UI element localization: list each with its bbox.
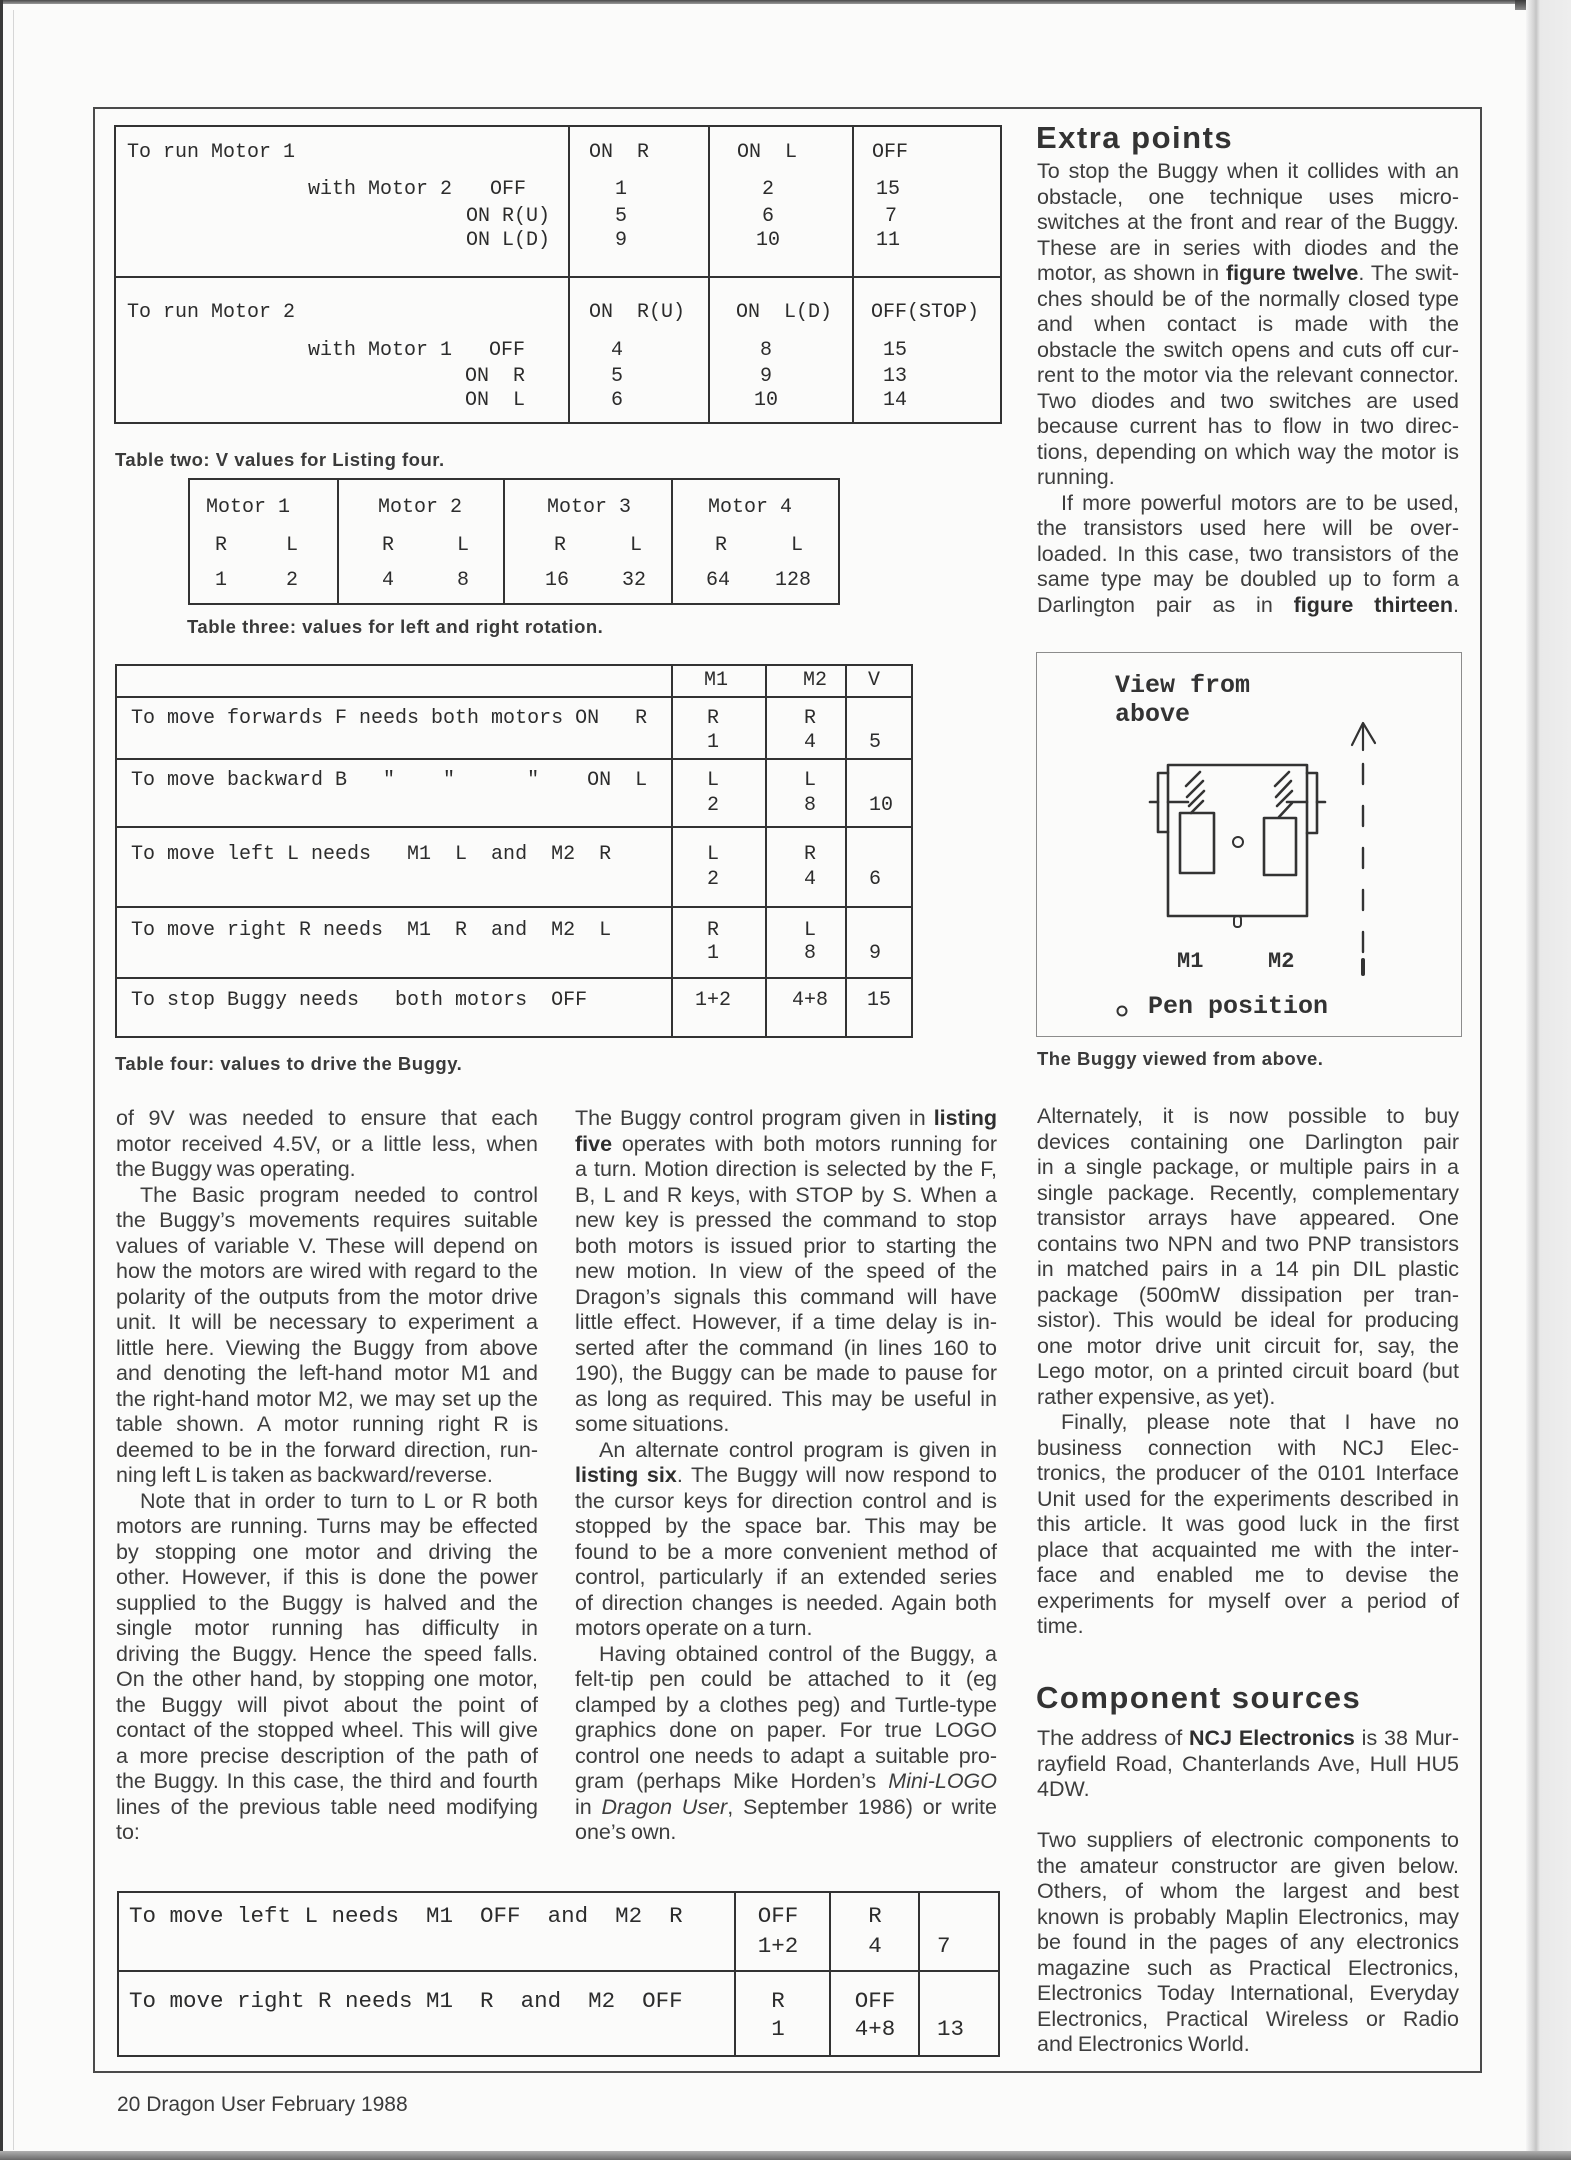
table-cell: 8 — [457, 568, 470, 592]
table-cell: 9 — [614, 228, 627, 252]
text-run: gram (perhaps Mike Horden’s — [575, 1769, 889, 1793]
motor-m2-label: M2 — [1268, 949, 1295, 974]
table-divider — [918, 1893, 920, 2055]
body-text-line: Electronics, Practical Wireless or Radio — [1037, 2006, 1459, 2031]
page-edge-left — [0, 0, 3, 2160]
text-run: is 38 Mur- — [1354, 1726, 1459, 1750]
table-cell: 14 — [882, 388, 907, 412]
body-text-line: loaded. In this case, two transistors of the — [1037, 541, 1459, 566]
v-value: 13 — [937, 2016, 965, 2043]
direction-label: R — [715, 533, 728, 557]
column-2-text — [575, 1106, 997, 1846]
body-text-line: the transistors used here will be over- — [1037, 516, 1459, 540]
body-text-line: Dragon’s signals this command will have — [575, 1284, 997, 1309]
table-three-caption: Table three: values for left and right rotation. — [187, 616, 604, 637]
text-run: , September 1986) or write — [727, 1794, 997, 1819]
table-cell: 16 — [545, 568, 570, 592]
row-description: To move right R needs M1 R and M2 OFF — [129, 1988, 683, 2015]
m1-value: 2 — [706, 793, 719, 817]
motor-m1-label: M1 — [1177, 949, 1204, 974]
figure-caption: The Buggy viewed from above. — [1037, 1048, 1324, 1069]
m2-value: 4 — [803, 730, 816, 754]
body-text-line: in a single package, or multiple pairs in a — [1037, 1155, 1459, 1179]
text-run: in — [575, 1794, 602, 1819]
page-edge-left-faint — [13, 10, 14, 2150]
body-text-line: the right-hand motor M2, we may set up the — [116, 1386, 538, 1411]
table-divider — [708, 127, 710, 422]
section-title: To run Motor 2 — [127, 300, 296, 324]
v-value: 5 — [869, 730, 882, 754]
m1-direction: R — [706, 706, 719, 730]
table-four — [115, 664, 913, 1038]
table-divider — [117, 758, 911, 760]
pen-position-legend: Pen position — [1148, 992, 1329, 1021]
body-text-line: Having obtained control of the Buggy, a — [599, 1641, 997, 1666]
v-value: 9 — [869, 941, 882, 965]
table-divider — [119, 1970, 998, 1972]
m1-direction: R — [771, 1988, 785, 2015]
body-text-line: a more precise description of the path of — [116, 1743, 538, 1768]
row-description: To stop Buggy needs both motors OFF — [131, 988, 588, 1012]
body-text-line: business connection with NCJ Elec- — [1037, 1435, 1459, 1460]
body-text-line: tions, depending on which way the motor is — [1037, 439, 1459, 464]
table-cell: 10 — [753, 388, 778, 412]
m2-direction: R — [803, 842, 816, 866]
body-text-line: face and enabled me to devise the — [1037, 1563, 1459, 1587]
m1-value: 1 — [706, 730, 719, 754]
table-cell: 15 — [882, 338, 907, 362]
body-text-line — [1037, 261, 1459, 287]
column-header: ON L — [737, 140, 798, 164]
m1-state: OFF — [757, 1903, 799, 1930]
component-sources-heading: Component sources — [1036, 1680, 1362, 1715]
body-text-line — [575, 1463, 997, 1489]
row-state: OFF — [489, 338, 526, 362]
m2-direction: L — [803, 918, 816, 942]
body-text-line: stopped by the space bar. This may be — [575, 1514, 997, 1538]
modified-turn-table — [117, 1891, 1000, 2057]
row-description: To move forwards F needs both motors ON R — [131, 706, 648, 730]
body-text-line — [575, 1769, 997, 1795]
m1-direction: L — [706, 842, 719, 866]
text-run: The address of — [1037, 1726, 1190, 1750]
body-text-line: tronics, the producer of the 0101 Interface — [1037, 1461, 1459, 1485]
body-text-line: Two suppliers of electronic components to — [1037, 1828, 1459, 1852]
table-cell: 1 — [614, 177, 627, 201]
body-text-line: If more powerful motors are to be used, — [1061, 490, 1459, 515]
table-divider — [852, 127, 854, 422]
column-3-text — [1037, 1104, 1459, 1640]
figure-title-line1: View from — [1115, 671, 1251, 700]
body-text-line: ning left L is taken as backward/reverse. — [116, 1463, 493, 1487]
buggy-figure — [1036, 652, 1462, 1037]
body-text-line — [575, 1132, 997, 1158]
body-text-line: the cursor keys for direction control and is — [575, 1488, 997, 1513]
m2-value: 4+8 — [854, 2016, 896, 2043]
body-text-line: felt-tip pen could be attached to it (eg — [575, 1667, 997, 1691]
listing-reference: five — [575, 1131, 613, 1156]
m2-value: 4+8 — [791, 988, 828, 1012]
motor-name: Motor 4 — [708, 495, 793, 519]
text-run: Darlington pair as in — [1037, 592, 1294, 617]
program-title: Mini-LOGO — [888, 1769, 997, 1793]
table-four-caption: Table four: values to drive the Buggy. — [115, 1053, 463, 1074]
v-value: 10 — [869, 793, 894, 817]
body-text-line: by stopping one motor and driving the — [116, 1539, 538, 1564]
table-cell: 128 — [775, 568, 812, 592]
body-text-line: same type may be doubled up to form a — [1037, 567, 1459, 591]
table-cell: 5 — [614, 204, 627, 228]
text-run: . The Buggy will now respond to — [676, 1463, 998, 1487]
component-sources-suppliers — [1037, 1828, 1459, 2058]
company-name: NCJ Electronics — [1189, 1726, 1355, 1750]
text-run: . — [1453, 592, 1460, 617]
table-divider — [117, 977, 911, 979]
motor-name: Motor 3 — [547, 495, 632, 519]
page-edge-top — [0, 0, 1571, 4]
figure-reference: figure thirteen — [1293, 592, 1454, 617]
table-divider — [117, 906, 911, 908]
m1-direction: R — [706, 918, 719, 942]
body-text-line: one’s own. — [575, 1820, 677, 1844]
body-text-line: as long as required. This may be useful in — [575, 1386, 997, 1411]
table-cell: 11 — [875, 228, 900, 252]
row-label: with Motor 2 — [308, 177, 453, 201]
v-value: 7 — [937, 1933, 951, 1960]
body-text-line: deemed to be in the forward direction, run- — [116, 1437, 538, 1462]
figure-reference: figure twelve — [1225, 261, 1359, 285]
body-text-line: Unit used for the experiments described in — [1037, 1486, 1459, 1511]
direction-label: L — [457, 533, 470, 557]
body-text-line: motor received 4.5V, or a little less, when — [116, 1131, 538, 1156]
body-text-line: this article. It was good luck in the first — [1037, 1512, 1459, 1536]
column-header: OFF — [872, 140, 909, 164]
direction-label: L — [286, 533, 299, 557]
m1-value: 2 — [706, 867, 719, 891]
body-text-line: 4DW. — [1037, 1777, 1090, 1801]
table-cell: 32 — [622, 568, 647, 592]
table-cell: 6 — [761, 204, 774, 228]
body-text-line: ches should be of the normally closed type — [1037, 286, 1459, 311]
column-header: ON R(U) — [589, 300, 686, 324]
body-text-line: single motor running has difficulty in — [116, 1616, 538, 1640]
m1-value: 1 — [706, 941, 719, 965]
row-description: To move backward B " " " ON L — [131, 768, 648, 792]
direction-label: L — [630, 533, 643, 557]
body-text-line: other. However, if this is done the power — [116, 1565, 538, 1589]
table-cell: 7 — [884, 204, 897, 228]
magazine-title: Dragon User — [601, 1794, 728, 1819]
body-text-line: a turn. Motion direction is selected by the F, — [575, 1157, 997, 1181]
table-cell: 4 — [610, 338, 623, 362]
body-text-line: obstacle, one technique uses micro- — [1037, 184, 1459, 209]
row-description: To move left L needs M1 OFF and M2 R — [129, 1903, 683, 1930]
column-header-m1: M1 — [703, 668, 728, 692]
extra-points-text — [1037, 159, 1459, 618]
body-text-line: in matched pairs in a 14 pin DIL plastic — [1037, 1257, 1459, 1281]
table-cell: 64 — [706, 568, 731, 592]
row-state: OFF — [490, 177, 527, 201]
column-header: OFF(STOP) — [871, 300, 980, 324]
text-run: The Buggy control program given in — [575, 1106, 934, 1130]
body-text-line: To stop the Buggy when it collides with an — [1037, 159, 1459, 183]
body-text-line: package (500mW dissipation per tran- — [1037, 1282, 1459, 1307]
table-divider — [337, 480, 339, 603]
body-text-line: rent to the motor via the relevant connector. — [1037, 363, 1459, 387]
table-cell: 15 — [875, 177, 900, 201]
table-cell: 10 — [755, 228, 780, 252]
body-text-line: magazine such as Practical Electronics, — [1037, 1955, 1459, 1980]
body-text-line: and when contact is made with the — [1037, 312, 1459, 336]
m1-direction: L — [706, 768, 719, 792]
body-text-line: how the motors are wired with regard to the — [116, 1259, 538, 1283]
row-state: ON L — [465, 388, 526, 412]
body-text-line: and denoting the left-hand motor M1 and — [116, 1361, 538, 1385]
body-text-line — [1037, 1726, 1459, 1752]
table-divider — [568, 127, 570, 422]
table-divider — [829, 1893, 831, 2055]
body-text-line: B, L and R keys, with STOP by S. When a — [575, 1182, 997, 1207]
body-text-line: On the other hand, by stopping one motor, — [116, 1667, 538, 1691]
body-text-line: values of variable V. These will depend on — [116, 1233, 538, 1258]
table-cell: 13 — [882, 364, 907, 388]
table-cell: 1 — [215, 568, 228, 592]
body-text-line: new key is pressed the command to stop — [575, 1208, 997, 1232]
body-text-line — [575, 1106, 997, 1132]
table-three — [188, 478, 840, 605]
component-sources-address — [1037, 1726, 1459, 1803]
direction-label: R — [554, 533, 567, 557]
figure-title-line2: above — [1115, 700, 1191, 729]
direction-label: R — [382, 533, 395, 557]
body-text-line: An alternate control program is given in — [599, 1437, 997, 1462]
body-text-line: Alternately, it is now possible to buy — [1037, 1104, 1459, 1128]
page-footer: 20 Dragon User February 1988 — [117, 2093, 408, 2116]
body-text-line: the Buggy was operating. — [116, 1157, 356, 1181]
body-text-line: table shown. A motor running right R is — [116, 1412, 538, 1436]
table-divider — [503, 480, 505, 603]
body-text-line: little effect. However, if a time delay is in- — [575, 1310, 997, 1334]
body-text-line: serted after the command (in lines 160 to — [575, 1335, 997, 1360]
body-text-line: control, particularly if an extended series — [575, 1565, 997, 1589]
body-text-line: place that acquainted me with the inter- — [1037, 1537, 1459, 1562]
row-state: ON L(D) — [466, 228, 551, 252]
body-text-line: the Buggy. In this case, the third and fourth — [116, 1769, 538, 1793]
column-header: ON L(D) — [736, 300, 833, 324]
table-two — [114, 125, 1002, 424]
m2-direction: R — [803, 706, 816, 730]
body-text-line: new motion. In view of the speed of the — [575, 1259, 997, 1283]
body-text-line: motors are running. Turns may be effected — [116, 1514, 538, 1538]
body-text-line: polarity of the outputs from the motor drive — [116, 1284, 538, 1309]
body-text-line: one motor drive unit circuit for, say, the — [1037, 1333, 1459, 1358]
table-cell: 5 — [610, 364, 623, 388]
body-text-line: Finally, please note that I have no — [1061, 1410, 1459, 1434]
row-state: ON R — [465, 364, 526, 388]
body-text-line: the Buggy’s movements requires suitable — [116, 1208, 538, 1232]
table-cell: 8 — [759, 338, 772, 362]
section-title: To run Motor 1 — [127, 140, 296, 164]
m2-state: OFF — [854, 1988, 896, 2015]
body-text-line: Note that in order to turn to L or R both — [140, 1488, 538, 1513]
m1-value: 1+2 — [694, 988, 731, 1012]
m1-value: 1 — [771, 2016, 785, 2043]
m2-direction: L — [803, 768, 816, 792]
body-text-line: because current has to flow in two direc- — [1037, 414, 1459, 438]
body-text-line: supplied to the Buggy is halved and the — [116, 1590, 538, 1615]
body-text-line: and Electronics World. — [1037, 2032, 1250, 2056]
body-text-line: clamped by a clothes peg) and Turtle-type — [575, 1692, 997, 1717]
table-cell: 2 — [761, 177, 774, 201]
m2-value: 4 — [803, 867, 816, 891]
table-two-caption: Table two: V values for Listing four. — [115, 449, 445, 470]
direction-label: L — [791, 533, 804, 557]
body-text-line: running. — [1037, 465, 1115, 489]
body-text-line: control one needs to adapt a suitable pro- — [575, 1743, 997, 1768]
text-run: . The swit- — [1358, 261, 1459, 285]
body-text-line: known is probably Maplin Electronics, may — [1037, 1904, 1459, 1929]
body-text-line: the Buggy will pivot about the point of — [116, 1692, 538, 1717]
body-text-line: of 9V was needed to ensure that each — [116, 1106, 538, 1130]
table-divider — [671, 480, 673, 603]
body-text-line: contact of the stopped wheel. This will give — [116, 1718, 538, 1742]
body-text-line: experiments for myself over a period of — [1037, 1588, 1459, 1613]
page-edge-bottom — [0, 2151, 1571, 2160]
body-text-line: rather expensive, as yet). — [1037, 1384, 1276, 1409]
text-run: motor, as shown in — [1037, 261, 1226, 285]
column-header-m2: M2 — [802, 668, 827, 692]
row-label: with Motor 1 — [308, 338, 453, 362]
body-text-line: to: — [116, 1820, 140, 1844]
body-text-line: lines of the previous table need modifying — [116, 1794, 538, 1819]
body-text-line: some situations. — [575, 1412, 730, 1436]
v-value: 6 — [869, 867, 882, 891]
body-text-line: The Basic program needed to control — [140, 1182, 538, 1207]
body-text-line: obstacle the switch opens and cuts off cur- — [1037, 337, 1459, 362]
listing-reference: listing — [933, 1106, 997, 1130]
text-run: operates with both motors running for — [612, 1131, 997, 1156]
body-text-line: time. — [1037, 1614, 1084, 1638]
table-divider — [117, 696, 911, 698]
m1-value: 1+2 — [757, 1933, 799, 1960]
m2-direction: R — [868, 1903, 882, 1930]
motor-name: Motor 2 — [378, 495, 463, 519]
body-text-line: motors operate on a turn. — [575, 1616, 813, 1640]
body-text-line: 190), the Buggy can be made to pause for — [575, 1361, 997, 1385]
body-text-line: be found in the pages of any electronics — [1037, 1930, 1459, 1954]
body-text-line: sistor). This would be ideal for producing — [1037, 1308, 1459, 1332]
direction-label: R — [215, 533, 228, 557]
table-cell: 2 — [286, 568, 299, 592]
body-text-line: single package. Recently, complementary — [1037, 1180, 1459, 1205]
table-divider — [734, 1893, 736, 2055]
body-text-line: Electronics Today International, Everyday — [1037, 1981, 1459, 2005]
body-text-line: Others, of whom the largest and best — [1037, 1879, 1459, 1903]
body-text-line: Two diodes and two switches are used — [1037, 388, 1459, 413]
table-divider — [765, 666, 767, 1036]
column-header-v: V — [868, 668, 881, 692]
m2-value: 8 — [803, 941, 816, 965]
table-cell: 4 — [382, 568, 395, 592]
page-edge-right-shadow — [1526, 0, 1571, 2160]
body-text-line: found to be a more convenient method of — [575, 1539, 997, 1564]
buggy-diagram-icon — [1036, 652, 1462, 1037]
body-text-line: These are in series with diodes and the — [1037, 235, 1459, 260]
body-text-line: of direction changes is needed. Again both — [575, 1590, 997, 1615]
row-description: To move right R needs M1 R and M2 L — [131, 918, 612, 942]
body-text-line: little here. Viewing the Buggy from above — [116, 1335, 538, 1360]
body-text-line: both motors is issued prior to starting the — [575, 1233, 997, 1258]
body-text-line: switches at the front and rear of the Buggy. — [1037, 210, 1459, 234]
table-divider — [117, 826, 911, 828]
table-cell: 6 — [610, 388, 623, 412]
table-divider — [845, 666, 847, 1036]
extra-points-heading: Extra points — [1036, 120, 1234, 155]
v-value: 15 — [867, 988, 892, 1012]
m2-value: 8 — [803, 793, 816, 817]
listing-reference: listing six — [575, 1463, 677, 1487]
m2-value: 4 — [868, 1933, 882, 1960]
body-text-line: devices containing one Darlington pair — [1037, 1129, 1459, 1154]
body-text-line: transistor arrays have appeared. One — [1037, 1206, 1459, 1230]
column-1-text — [116, 1106, 538, 1846]
row-state: ON R(U) — [466, 204, 551, 228]
motor-name: Motor 1 — [206, 495, 291, 519]
body-text-line: the amateur constructor are given below. — [1037, 1853, 1459, 1878]
row-description: To move left L needs M1 L and M2 R — [131, 842, 612, 866]
body-text-line: graphics done on paper. For true LOGO — [575, 1718, 997, 1742]
table-cell: 9 — [759, 364, 772, 388]
body-text-line — [1037, 593, 1459, 619]
body-text-line: driving the Buggy. Hence the speed falls. — [116, 1641, 538, 1666]
table-divider — [671, 666, 673, 1036]
body-text-line: Lego motor, on a printed circuit board (but — [1037, 1359, 1459, 1383]
body-text-line: rayfield Road, Chanterlands Ave, Hull HU5 — [1037, 1751, 1459, 1776]
body-text-line: unit. It will be necessary to experiment a — [116, 1310, 538, 1334]
column-header: ON R — [589, 140, 650, 164]
body-text-line — [575, 1795, 997, 1821]
table-divider — [116, 276, 1000, 278]
body-text-line: contains two NPN and two PNP transistors — [1037, 1231, 1459, 1256]
